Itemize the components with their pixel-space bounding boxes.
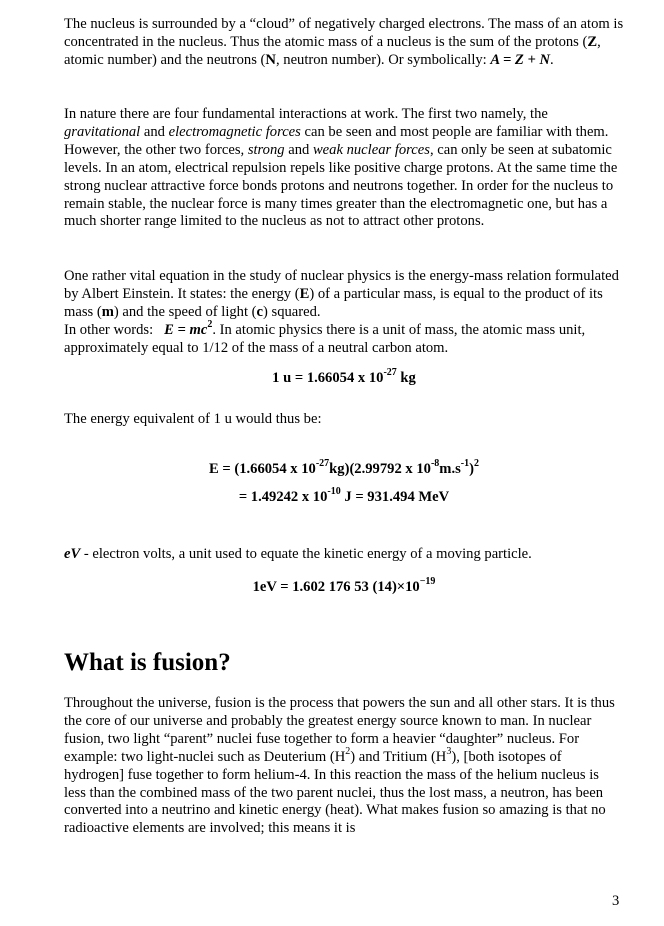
equation-text: kg)(2.99792 x 10 [329,461,431,477]
text-run: . In atomic physics there is a unit of mass, the atomic mass unit, approximately equal to 1/12 of the mass of a neutral carbon atom. [64,321,586,356]
equation-energy-line1 [64,458,624,479]
text-run: ) and the speed of light ( [113,303,257,320]
text-run: Throughout the universe, fusion is the process that powers the sun and all other stars. It is thus the core of our universe and probably the greatest energy source known to man. In nuclear fusion, two light “parent” nuclei fuse together to form a heavier “daughter” nucleus. For example: two light-nuclei such as Deuterium (H [64,695,615,765]
paragraph-nucleus [64,16,624,70]
superscript: -8 [430,458,440,470]
text-run: ), [both isotopes of hydrogen] fuse together to form helium-4. In this reaction the mass of the helium nucleus is less than the combined mass of the two parent nuclei, thus the lost mass, a neutron, has been converted into a neutrino and kinetic energy (heat). What makes fusion so amazing is that no radioactive elements are involved; this means it is [64,748,606,837]
text-bold-c: c [256,303,264,320]
text-bold-e: E [299,285,310,302]
equation-text: ) [469,461,474,477]
text-run: - electron volts, a unit used to equate the kinetic energy of a moving particle. [80,546,532,562]
superscript: -27 [383,367,397,379]
paragraph-energy-equivalent: The energy equivalent of 1 u would thus be: [64,411,322,427]
equation-text: m.s [439,461,461,477]
superscript: 3 [446,745,452,757]
paragraph-energy-mass [64,268,624,358]
superscript: 2 [345,745,351,757]
formula-emc2: E = mc [164,321,208,338]
equation-text: 1eV = 1.602 176 53 (14)×10 [252,579,420,595]
text-run: ) and Tritium (H [350,748,447,765]
equation-text: E = (1.66054 x 10 [209,461,316,477]
text-run: and [284,141,313,158]
equation-text: kg [396,370,416,386]
text-run: and [140,123,169,140]
page-number: 3 [612,893,620,909]
formula-mass-number: A = Z + N [490,51,550,68]
paragraph-electron-volts [64,546,624,564]
text-run: . [549,51,554,68]
superscript: -1 [460,458,470,470]
text-italic-weak: weak nuclear forces [312,141,430,158]
text-run: In other words: [64,321,165,338]
text-run: , can only be seen at subatomic levels. In an atom, electrical repulsion repels like positive charge protons. At the same time the strong nuclear attractive force bonds protons and neutrons together. In order for the nucleus to remain stable, the nuclear force is many times greater than the electromagnetic one, but has a much shorter range limited to the nucleus as not to attract other protons. [64,141,618,230]
text-run: In nature there are four fundamental interactions at work. The first two namely, the [64,106,548,122]
text-italic-strong: , strong [240,141,285,158]
equation-electron-volt [64,576,624,597]
equation-text: = 1.49242 x 10 [238,489,328,505]
text-run: ) of a particular mass, is equal to the product of its mass ( [64,285,603,320]
text-bold-m: m [101,303,114,320]
paragraph-forces [64,106,624,231]
superscript: -10 [327,486,341,498]
text-run: can be seen and most people are familiar with them. However, the other two forces [64,123,609,158]
equation-text: 1 u = 1.66054 x 10 [272,370,384,386]
text-italic-ev: eV [64,546,81,562]
text-run: One rather vital equation in the study of nuclear physics is the energy-mass relation formulated by Albert Einstein. It states: the energy ( [64,268,619,302]
text-italic-electromagnetic: electromagnetic forces [168,123,301,140]
equation-energy-line2 [64,486,624,507]
text-bold-n: N [265,51,276,68]
superscript: −19 [419,576,436,588]
text-italic-gravitational: gravitational [64,123,141,140]
superscript: -27 [315,458,330,470]
text-bold-z: Z [587,33,598,50]
text-run: ) squared. [263,303,321,320]
paragraph-fusion [64,695,624,838]
text-run: The nucleus is surrounded by a “cloud” of negatively charged electrons. The mass of an atom is concentrated in the nucleus. Thus the atomic mass of a nucleus is the sum of the protons ( [64,16,624,50]
text-run: , neutron number). Or symbolically: [275,51,491,68]
equation-atomic-mass-unit [64,367,624,388]
text-run: , atomic number) and the neutrons ( [64,33,601,68]
superscript: 2 [474,458,479,470]
superscript: 2 [207,318,213,330]
equation-text: J = 931.494 MeV [340,489,450,505]
heading-what-is-fusion: What is fusion? [64,649,231,676]
